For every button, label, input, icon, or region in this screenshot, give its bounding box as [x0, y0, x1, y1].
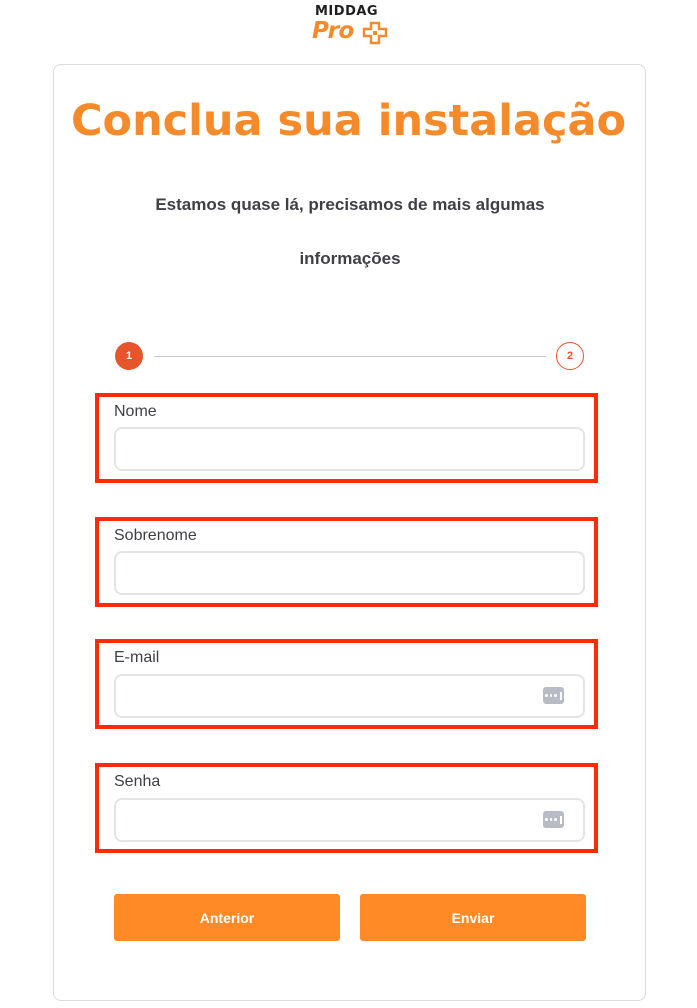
field-group-senha — [95, 763, 598, 853]
password-manager-icon[interactable] — [543, 811, 564, 828]
middag-pro-logo — [310, 3, 390, 47]
field-group-sobrenome — [95, 517, 598, 607]
step-1-indicator: 1 — [115, 342, 143, 370]
nome-label: Nome — [114, 403, 157, 420]
submit-button[interactable]: Enviar — [360, 894, 586, 941]
senha-label: Senha — [114, 773, 161, 790]
logo-line-top: MIDDAG — [315, 4, 379, 19]
sobrenome-input[interactable] — [114, 551, 585, 595]
email-label: E-mail — [114, 649, 160, 666]
plus-cross-icon — [362, 21, 388, 45]
previous-button[interactable]: Anterior — [114, 894, 340, 941]
field-group-nome — [95, 393, 598, 483]
field-group-email — [95, 639, 598, 729]
nome-input[interactable] — [114, 427, 585, 471]
step-2-indicator: 2 — [556, 342, 584, 370]
stepper-line — [154, 356, 546, 357]
email-input[interactable] — [114, 674, 585, 718]
page-subtitle: Estamos quase lá, precisamos de mais algumas informações — [155, 195, 545, 268]
senha-input[interactable] — [114, 798, 585, 842]
logo-line-bottom: Pro — [312, 18, 354, 44]
page-title: Conclua sua instalação — [70, 96, 627, 146]
sobrenome-label: Sobrenome — [114, 527, 197, 544]
password-manager-icon[interactable] — [543, 687, 564, 704]
